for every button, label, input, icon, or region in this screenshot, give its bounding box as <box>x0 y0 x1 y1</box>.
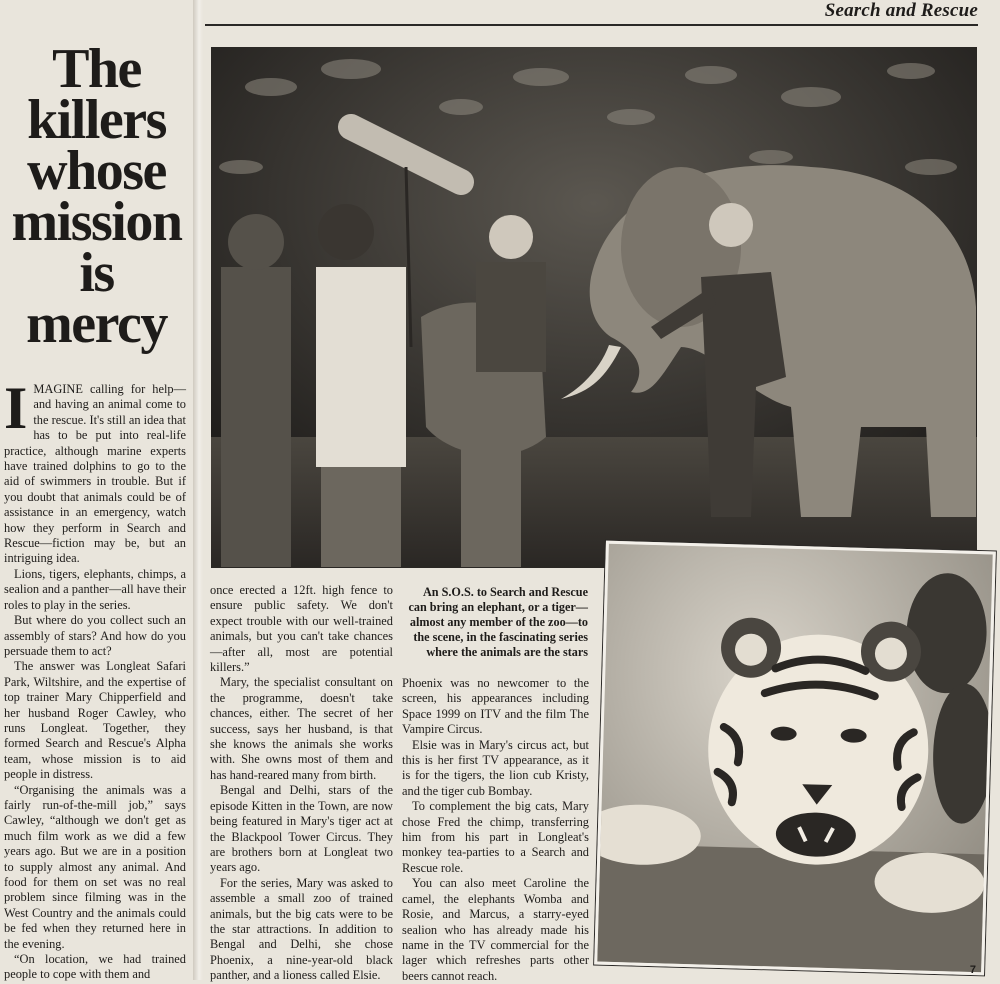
article-paragraph: Bengal and Delhi, stars of the episode Kitten in the Town, are now being featured in Mary's tiger act at the Blackpool Tower Circus. They are brothers born at Longleat two years ago. <box>210 783 393 875</box>
tiger-photo <box>594 541 996 976</box>
headline-line: mercy <box>26 293 167 355</box>
article-paragraph: Phoenix was no newcomer to the screen, his appearances including Space 1999 on ITV and the film The Vampire Circus. <box>402 676 589 737</box>
article-column-2 <box>210 583 393 984</box>
section-header: Search and Rescue <box>824 0 978 21</box>
article-column-1 <box>4 375 186 983</box>
drop-cap: I <box>4 375 28 441</box>
article-paragraph: The answer was Longleat Safari Park, Wiltshire, and the expertise of top trainer Mary Chipperfield and her husband Roger Cawley, who runs Longleat. Together, they formed Search and Rescue's Alpha team, whose mission is to aid people in distress. <box>4 659 186 782</box>
article-paragraph: IMAGINE calling for help—and having an animal come to the rescue. It's still an idea that has to be put into real-life practice, although marine experts have trained dolphins to go to the aid of swimmers in trouble. But if you doubt that animals could be of assistance in an emergency, watch how they perform in Search and Rescue—fiction may be, but an intriguing idea. <box>4 375 186 566</box>
article-paragraph: Mary, the specialist consultant on the programme, doesn't take chances, either. The secret of her success, says her husband, is that she knows the animals she works with. She owns most of them and has hand-reared many from birth. <box>210 675 393 782</box>
header-rule <box>205 24 978 26</box>
article-paragraph: Elsie was in Mary's circus act, but this is her first TV appearance, as it is for the tigers, the lion cub Kristy, and the tiger cub Bombay. <box>402 737 589 798</box>
lead-word: MAGINE <box>33 382 83 396</box>
article-paragraph: But where do you collect such an assembly of stars? And how do you persuade them to act? <box>4 613 186 658</box>
headline <box>0 38 193 355</box>
page-spine <box>193 0 203 980</box>
article-paragraph: For the series, Mary was asked to assemble a small zoo of trained animals, but the big cats were to be the star attractions. In addition to Bengal and Delhi, she chose Phoenix, a nine-year-old black panther, and a lioness called Elsie. <box>210 875 393 983</box>
headline-line: is <box>79 242 114 304</box>
article-paragraph: “On location, we had trained people to cope with them and <box>4 952 186 982</box>
article-paragraph: “Organising the animals was a fairly run-of-the-mill job,” says Cawley, “although we don't get as much film work as we did a few years ago. But we are in a position to supply almost any animal. And food for them on set was no real problem since filming was in the West Country and the animals could be fed when they returned here in the evening. <box>4 782 186 951</box>
page-number: 7 <box>969 964 976 976</box>
article-column-3 <box>402 676 589 984</box>
headline-line: The <box>52 38 141 100</box>
headline-line: whose <box>27 140 166 202</box>
article-paragraph: once erected a 12ft. high fence to ensure public safety. We don't expect trouble with our well-trained animals, but you can't take chances—after all, most are potential killers.” <box>210 583 393 675</box>
article-paragraph: To complement the big cats, Mary chose Fred the chimp, transferring him from his part in Longleat's monkey tea-parties to a Search and Rescue role. <box>402 799 589 875</box>
headline-line: mission <box>11 191 182 253</box>
article-paragraph: You can also meet Caroline the camel, the elephants Womba and Rosie, and Marcus, a starry-eyed sealion who has already made his name in the TV commercial for the lager which refreshes parts other beers cannot reach. <box>402 876 589 983</box>
photo-caption: An S.O.S. to Search and Rescue can bring an elephant, or a tiger—almost any member of the zoo—to the scene, in the fascinating series where the animals are the stars <box>408 585 588 659</box>
elephant-film-crew-photo <box>211 47 977 568</box>
article-paragraph: Lions, tigers, elephants, chimps, a sealion and a panther—all have their roles to play in the series. <box>4 566 186 612</box>
headline-line: killers <box>27 89 166 151</box>
